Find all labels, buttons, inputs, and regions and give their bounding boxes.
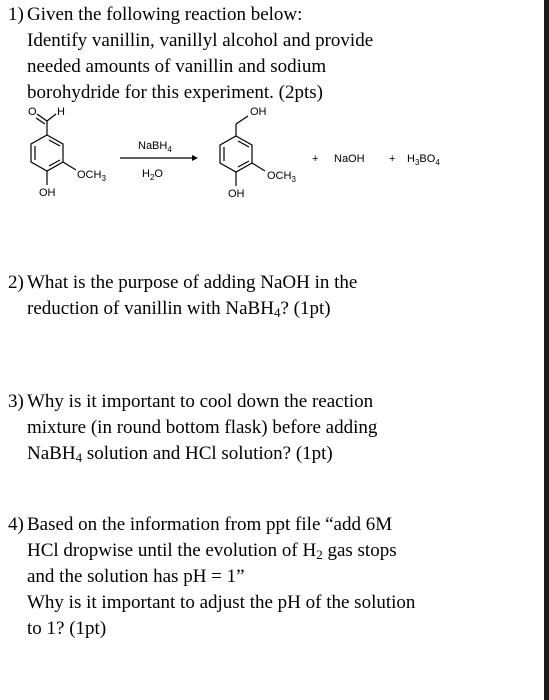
- plus-sign-1: +: [312, 153, 319, 165]
- vanillyl-alcohol-structure: [220, 116, 265, 186]
- q4-line-2: [8, 538, 528, 564]
- vanillin-och3-bond: [63, 162, 76, 170]
- q1-line-2: Identify vanillin, vanillyl alcohol and provide: [27, 30, 374, 51]
- q1-text-1: Given the following reaction below:: [27, 4, 303, 25]
- vanillin-ring: [31, 135, 63, 171]
- q3-text-3a: NaBH: [27, 443, 76, 464]
- alcohol-och3-label: $OCH_3$: [267, 170, 296, 184]
- q3-text-3b: solution and HCl solution? (1pt): [82, 443, 333, 464]
- q3-line-3: [8, 441, 528, 467]
- q4-line-4: Why is it important to adjust the pH of the solution: [27, 592, 416, 613]
- vanillin-o-label: O: [28, 106, 37, 118]
- q2-line-2: [8, 296, 528, 322]
- q4-line-5: to 1? (1pt): [27, 618, 107, 639]
- q3-text-1: Why is it important to cool down the reaction: [27, 391, 374, 412]
- naoh-label: NaOH: [334, 153, 365, 165]
- q2-text-2a: reduction of vanillin with NaBH: [27, 298, 274, 319]
- vanillin-structure: [31, 114, 76, 185]
- alcohol-oh-label: OH: [250, 106, 267, 118]
- vanillin-och3-label: $OCH_3$: [77, 169, 106, 183]
- plus-sign-2: +: [389, 153, 396, 165]
- reagent-nabh4: NaBH$_4$: [138, 140, 172, 154]
- q1-number: 1): [8, 4, 24, 25]
- q4-line-3: and the solution has pH = 1”: [27, 566, 245, 587]
- right-edge-bar: [544, 0, 549, 700]
- question-1: [8, 2, 528, 106]
- h3bo4-label: $H_3BO_4$: [407, 153, 440, 167]
- reaction-arrow-head: [192, 155, 198, 161]
- question-4: [8, 512, 528, 642]
- q2-subscript: 4: [273, 305, 281, 320]
- q2-text-1: What is the purpose of adding NaOH in the: [27, 272, 358, 293]
- q1-line-3: needed amounts of vanillin and sodium: [27, 56, 327, 77]
- q4-text-2b: gas stops: [322, 540, 397, 561]
- alcohol-oh-bond: [236, 116, 248, 124]
- q4-text-1: Based on the information from ppt file “add 6M: [27, 514, 393, 535]
- q3-line-1: [8, 389, 528, 415]
- q1-line-1: [8, 2, 528, 28]
- q4-subscript: 2: [316, 547, 323, 562]
- q4-line-1: [8, 512, 528, 538]
- vanillin-h-label: H: [57, 106, 65, 118]
- alcohol-och3-bond: [252, 163, 265, 171]
- vanillin-oh-label: OH: [39, 187, 56, 199]
- alcohol-ring: [220, 136, 252, 172]
- vanillin-ch-bond: [47, 114, 56, 121]
- q4-number: 4): [8, 514, 24, 535]
- q2-number: 2): [8, 272, 24, 293]
- q3-number: 3): [8, 391, 24, 412]
- q2-text-2b: ? (1pt): [280, 298, 331, 319]
- question-2: [8, 270, 528, 322]
- q2-line-1: [8, 270, 528, 296]
- question-3: [8, 389, 528, 467]
- q4-text-2a: HCl dropwise until the evolution of H: [27, 540, 317, 561]
- q1-line-4: borohydride for this experiment. (2pts): [27, 82, 324, 103]
- reaction-scheme: [22, 100, 482, 210]
- q3-subscript: 4: [75, 450, 83, 465]
- alcohol-ring-oh-label: OH: [228, 188, 245, 200]
- q3-line-2: mixture (in round bottom flask) before adding: [27, 417, 378, 438]
- reagent-h2o: $H_2O$: [142, 168, 163, 182]
